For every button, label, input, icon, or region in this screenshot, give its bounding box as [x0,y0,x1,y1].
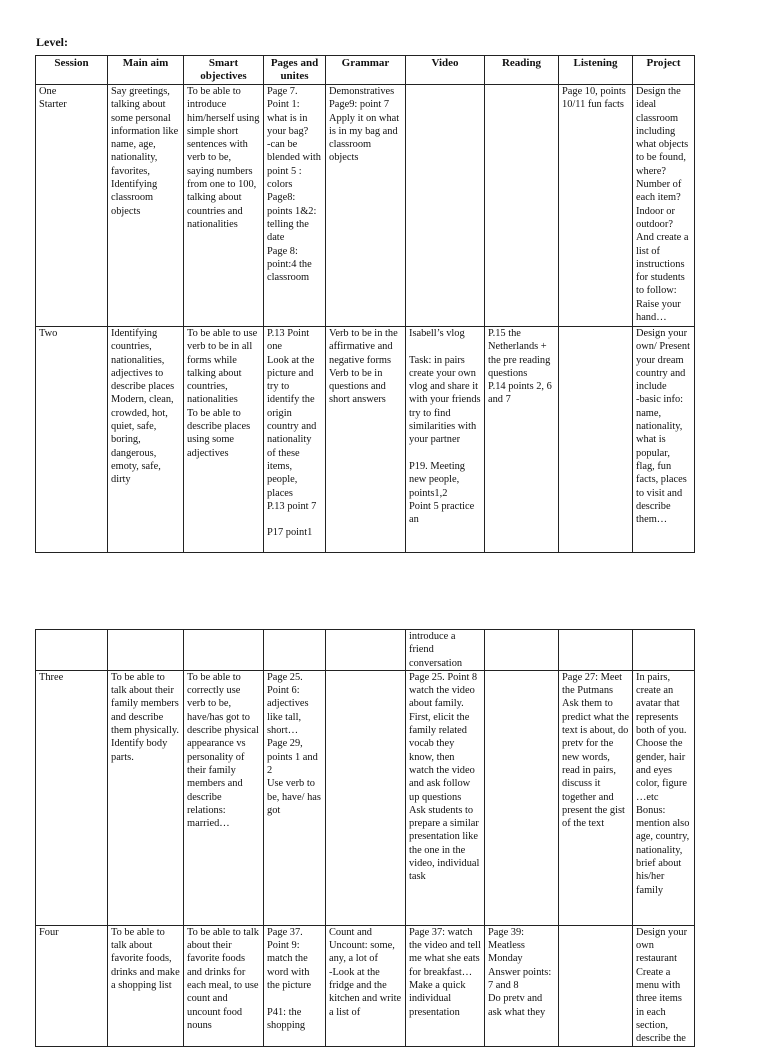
cell-main-aim [108,630,184,671]
cell-pages [264,630,326,671]
cell-session: Two [36,327,108,553]
header-pages-and-unites: Pages and unites [264,56,326,85]
header-session: Session [36,56,108,85]
cell-pages: Page 25. Point 6: adjectives like tall, short… Page 29, points 1 and 2 Use verb to be, have/ has got [264,670,326,925]
cell-grammar: Verb to be in the affirmative and negative forms Verb to be in questions and short answers [326,327,406,553]
cell-smart-objectives: To be able to correctly use verb to be, have/has got to describe physical appearance vs personality of their family members and describe relations: married… [184,670,264,925]
cell-pages: Page 37. Point 9: match the word with the picture P41: the shopping [264,925,326,1046]
cell-grammar: Demonstratives Page9: point 7 Apply it on what is in my bag and classroom objects [326,85,406,327]
header-video: Video [406,56,485,85]
cell-session: Four [36,925,108,1046]
cell-session [36,630,108,671]
cell-smart-objectives: To be able to use verb to be in all forms while talking about countries, nationalities To be able to describe places using some adjectives [184,327,264,553]
cell-video: Isabell’s vlog Task: in pairs create your own vlog and share it with your friends try to find similarities with your partner P19. Meeting new people, points1,2 Point 5 practice an [406,327,485,553]
cell-project: Design the ideal classroom including what objects to be found, where? Number of each item? Indoor or outdoor? And create a list of instructions for students to follow: Raise your hand… [633,85,695,327]
cell-main-aim: Identifying countries, nationalities, adjectives to describe places Modern, clean, crowded, hot, quiet, safe, boring, dangerous, emoty, safe, dirty [108,327,184,553]
cell-reading [485,630,559,671]
cell-smart-objectives [184,630,264,671]
cell-project [633,630,695,671]
cell-reading: Page 39: Meatless Monday Answer points: 7 and 8 Do pretv and ask what they [485,925,559,1046]
cell-main-aim: To be able to talk about favorite foods, drinks and make a shopping list [108,925,184,1046]
header-grammar: Grammar [326,56,406,85]
cell-project: Design your own/ Present your dream country and include -basic info: name, nationality, what is popular, flag, fun facts, places to visit and describe them… [633,327,695,553]
cell-project: In pairs, create an avatar that represents both of you. Choose the gender, hair and eyes color, figure …etc Bonus: mention also age, country, nationality, brief about his/her family [633,670,695,925]
cell-session: Three [36,670,108,925]
cell-reading [485,85,559,327]
cell-grammar [326,670,406,925]
cell-session: One Starter [36,85,108,327]
cell-listening [559,925,633,1046]
cell-main-aim: Say greetings, talking about some personal information like name, age, nationality, favorites, Identifying classroom objects [108,85,184,327]
level-label: Level: [36,35,68,49]
header-reading: Reading [485,56,559,85]
lesson-plan-table-page2 [35,629,695,1047]
cell-video: Page 37: watch the video and tell me what she eats for breakfast… Make a quick individual presentation [406,925,485,1046]
cell-main-aim: To be able to talk about their family members and describe them physically. Identify body parts. [108,670,184,925]
table-row-session-three [36,670,695,925]
header-smart-objectives: Smart objectives [184,56,264,85]
cell-listening [559,630,633,671]
cell-pages: Page 7. Point 1: what is in your bag? -can be blended with point 5 : colors Page8: points 1&2: telling the date Page 8: point:4 the classroom [264,85,326,327]
cell-grammar: Count and Uncount: some, any, a lot of -Look at the fridge and the kitchen and write a list of [326,925,406,1046]
header-listening: Listening [559,56,633,85]
cell-smart-objectives: To be able to talk about their favorite foods and drinks for each meal, to use count and uncount food nouns [184,925,264,1046]
cell-listening [559,327,633,553]
cell-video: introduce a friend conversation [406,630,485,671]
cell-grammar [326,630,406,671]
header-main-aim: Main aim [108,56,184,85]
cell-listening: Page 27: Meet the Putmans Ask them to predict what the text is about, do pretv for the new words, read in pairs, discuss it together and present the gist of the text [559,670,633,925]
cell-video [406,85,485,327]
table-row-session-one [36,85,695,327]
cell-project: Design your own restaurant Create a menu with three items in each section, describe the [633,925,695,1046]
cell-smart-objectives: To be able to introduce him/herself using simple short sentences with verb to be, saying numbers from one to 100, talking about countries and nationalities [184,85,264,327]
table-row-session-two [36,327,695,553]
cell-reading: P.15 the Netherlands + the pre reading questions P.14 points 2, 6 and 7 [485,327,559,553]
header-row [36,56,695,85]
table-row-session-four [36,925,695,1046]
cell-listening: Page 10, points 10/11 fun facts [559,85,633,327]
header-project: Project [633,56,695,85]
table-row-continuation [36,630,695,671]
cell-pages: P.13 Point one Look at the picture and try to identify the origin country and nationality of these items, people, places P.13 point 7 P17 point1 [264,327,326,553]
cell-video: Page 25. Point 8 watch the video about family. First, elicit the family related vocab they know, then watch the video and ask follow up questions Ask students to prepare a similar presentation like the one in the video, individual task [406,670,485,925]
cell-reading [485,670,559,925]
lesson-plan-table-page1 [35,55,695,553]
